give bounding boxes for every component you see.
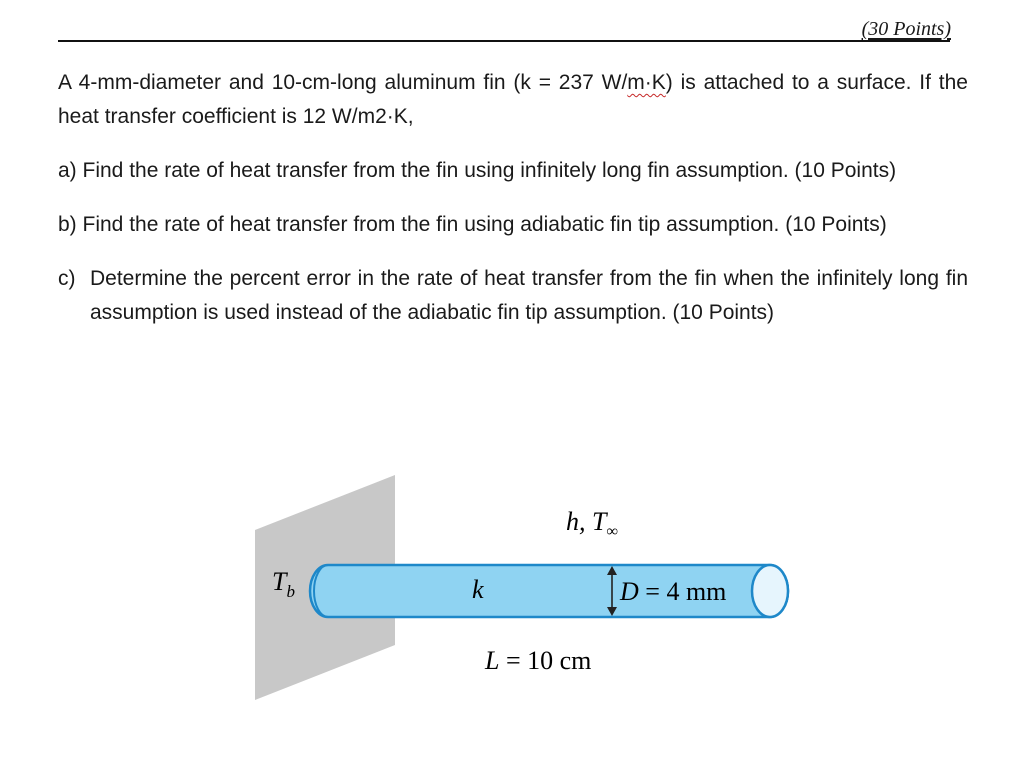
header-rule: [58, 40, 950, 42]
part-b: b) Find the rate of heat transfer from the fin using adiabatic fin tip assumption. (10 Points): [58, 213, 887, 236]
convection-label: h, $T_\infty$: [566, 507, 618, 540]
fin-tip: [752, 565, 788, 617]
part-c-label: c): [58, 267, 76, 290]
unit-wavy-underline: m·K: [627, 71, 666, 94]
problem-statement: [58, 66, 968, 330]
part-a: a) Find the rate of heat transfer from the fin using infinitely long fin assumption. (10 Points): [58, 159, 897, 182]
intro-text-end: ) is attached to a surface. If the heat transfer coefficient is 12 W/m2·K,: [58, 71, 968, 128]
points-header: (30 Points): [861, 18, 951, 40]
problem-intro: [58, 66, 968, 134]
part-c-text: Determine the percent error in the rate of heat transfer from the fin when the infinitely long fin assumption is used instead of the adiabatic fin tip assumption. (10 Points): [90, 267, 968, 324]
part-c: [58, 262, 968, 330]
diameter-label: D = 4 mm: [620, 577, 727, 606]
conductivity-label: k: [472, 575, 484, 604]
intro-text-start: A 4-mm-diameter and 10-cm-long aluminum fin (k = 237 W/: [58, 71, 628, 94]
fin-diagram-svg: [250, 470, 810, 710]
base-temperature-label: $T_b$: [272, 567, 295, 601]
length-label: L = 10 cm: [485, 646, 592, 675]
fin-diagram: [250, 470, 810, 710]
